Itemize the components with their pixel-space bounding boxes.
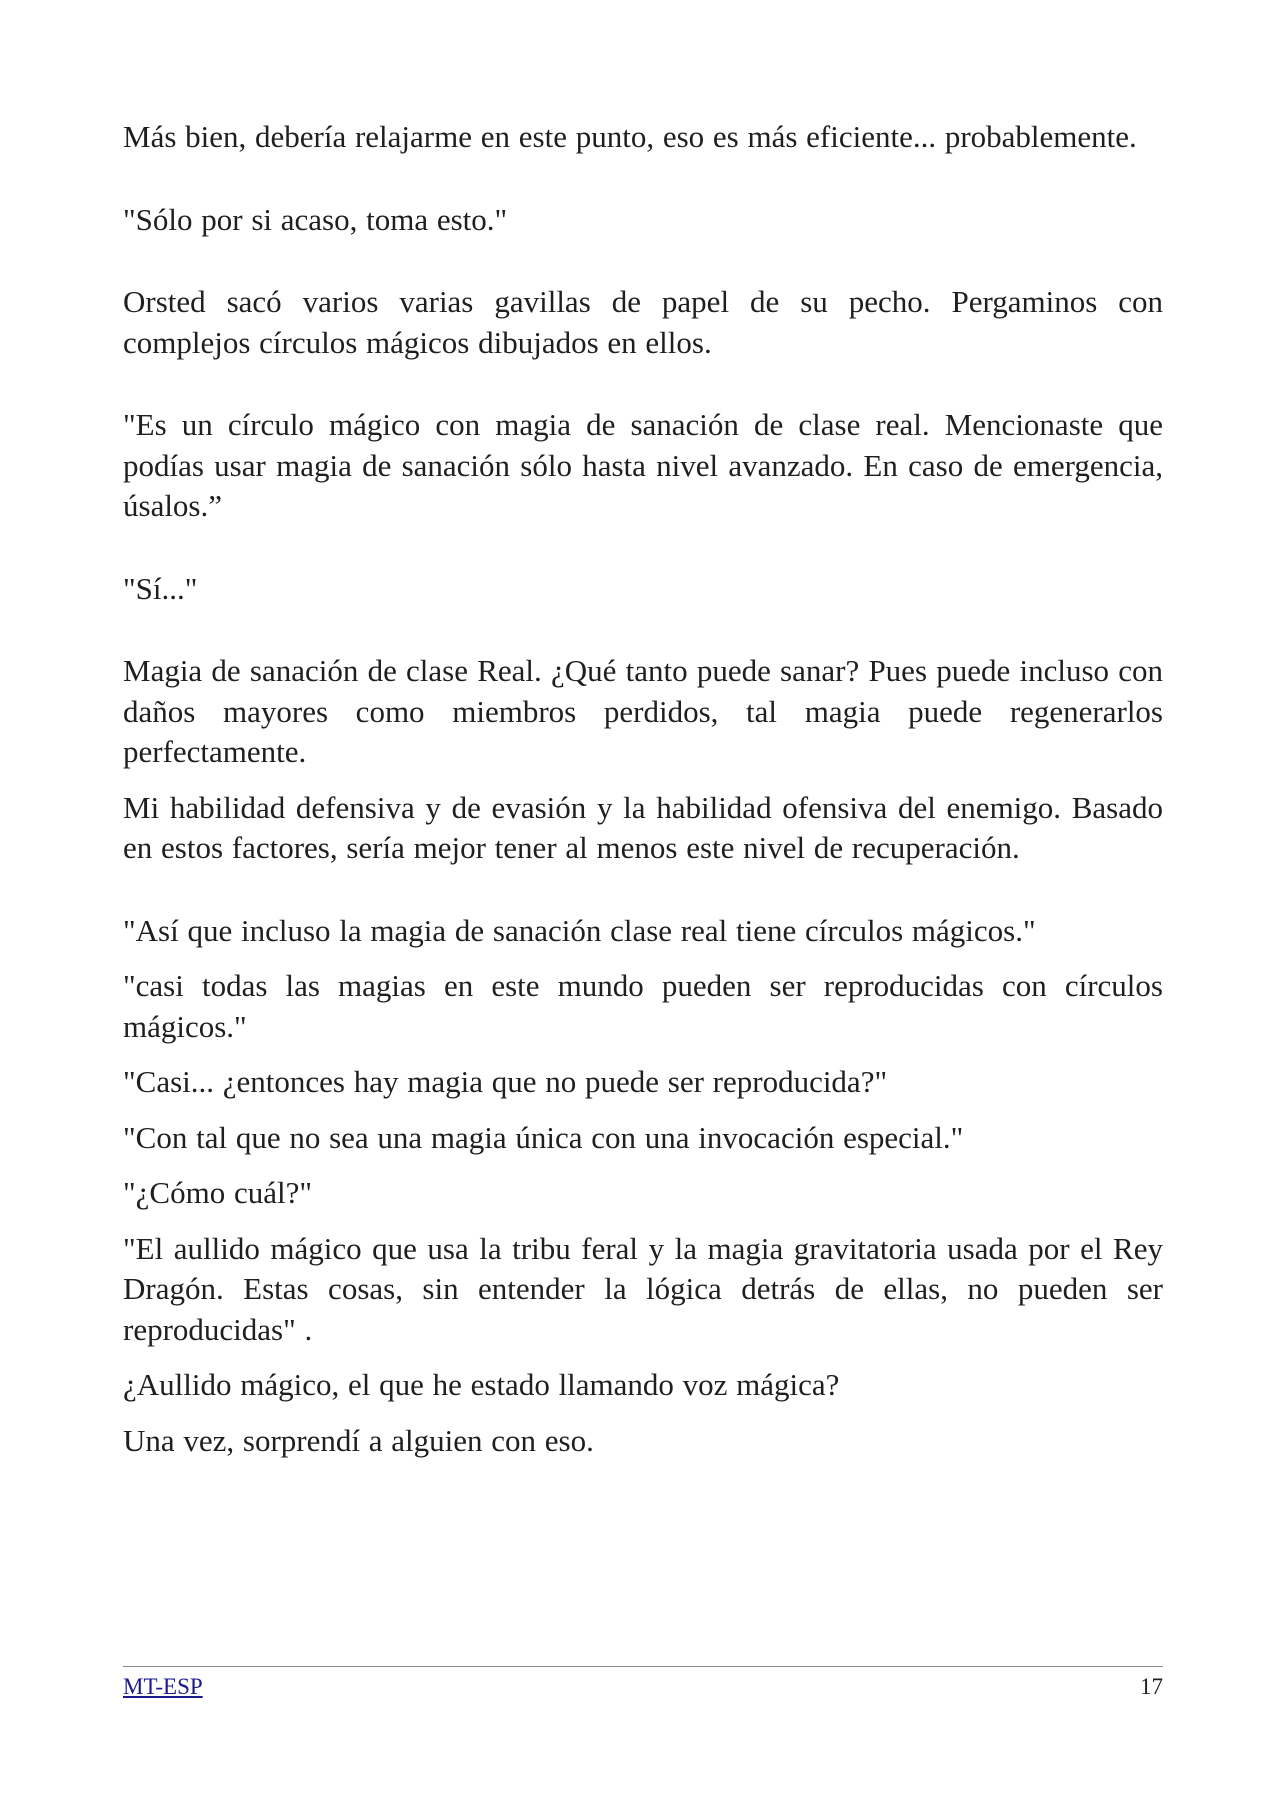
paragraph: "Sí..." bbox=[123, 570, 198, 606]
paragraph: Magia de sanación de clase Real. ¿Qué tanto puede sanar? Pues puede incluso con daños mayores como miembros perdidos, tal magia puede regenerarlos perfectamente. bbox=[123, 653, 1163, 769]
footer-divider bbox=[123, 1666, 1163, 1667]
paragraph: "Así que incluso la magia de sanación clase real tiene círculos mágicos." bbox=[123, 912, 1036, 948]
paragraph: ¿Aullido mágico, el que he estado llamando voz mágica? bbox=[123, 1367, 840, 1402]
paragraph: Más bien, debería relajarme en este punto, eso es más eficiente... probablemente. bbox=[123, 119, 1137, 154]
paragraph: "Casi... ¿entonces hay magia que no puede ser reproducida?" bbox=[123, 1064, 888, 1099]
page-number: 17 bbox=[1140, 1674, 1163, 1699]
body-text bbox=[123, 117, 1163, 1461]
footer-link[interactable]: MT-ESP bbox=[123, 1674, 203, 1699]
page-footer bbox=[123, 1672, 1163, 1702]
paragraph: "Sólo por si acaso, toma esto." bbox=[123, 201, 508, 237]
paragraph: Una vez, sorprendí a alguien con eso. bbox=[123, 1422, 594, 1458]
paragraph: "casi todas las magias en este mundo pueden ser reproducidas con círculos mágicos." bbox=[123, 968, 1163, 1044]
paragraph: "Es un círculo mágico con magia de sanación de clase real. Mencionaste que podías usar magia de sanación sólo hasta nivel avanzado. En caso de emergencia, úsalos.” bbox=[123, 407, 1163, 523]
paragraph: "Con tal que no sea una magia única con una invocación especial." bbox=[123, 1119, 964, 1155]
paragraph: "¿Cómo cuál?" bbox=[123, 1175, 312, 1210]
paragraph: "El aullido mágico que usa la tribu feral y la magia gravitatoria usada por el Rey Dragón. Estas cosas, sin entender la lógica detrás de ellas, no pueden ser reproducidas" . bbox=[123, 1230, 1163, 1347]
paragraph: Orsted sacó varios varias gavillas de papel de su pecho. Pergaminos con complejos círculos mágicos dibujados en ellos. bbox=[123, 284, 1163, 360]
paragraph: Mi habilidad defensiva y de evasión y la habilidad ofensiva del enemigo. Basado en estos factores, sería mejor tener al menos este nivel de recuperación. bbox=[123, 789, 1163, 865]
